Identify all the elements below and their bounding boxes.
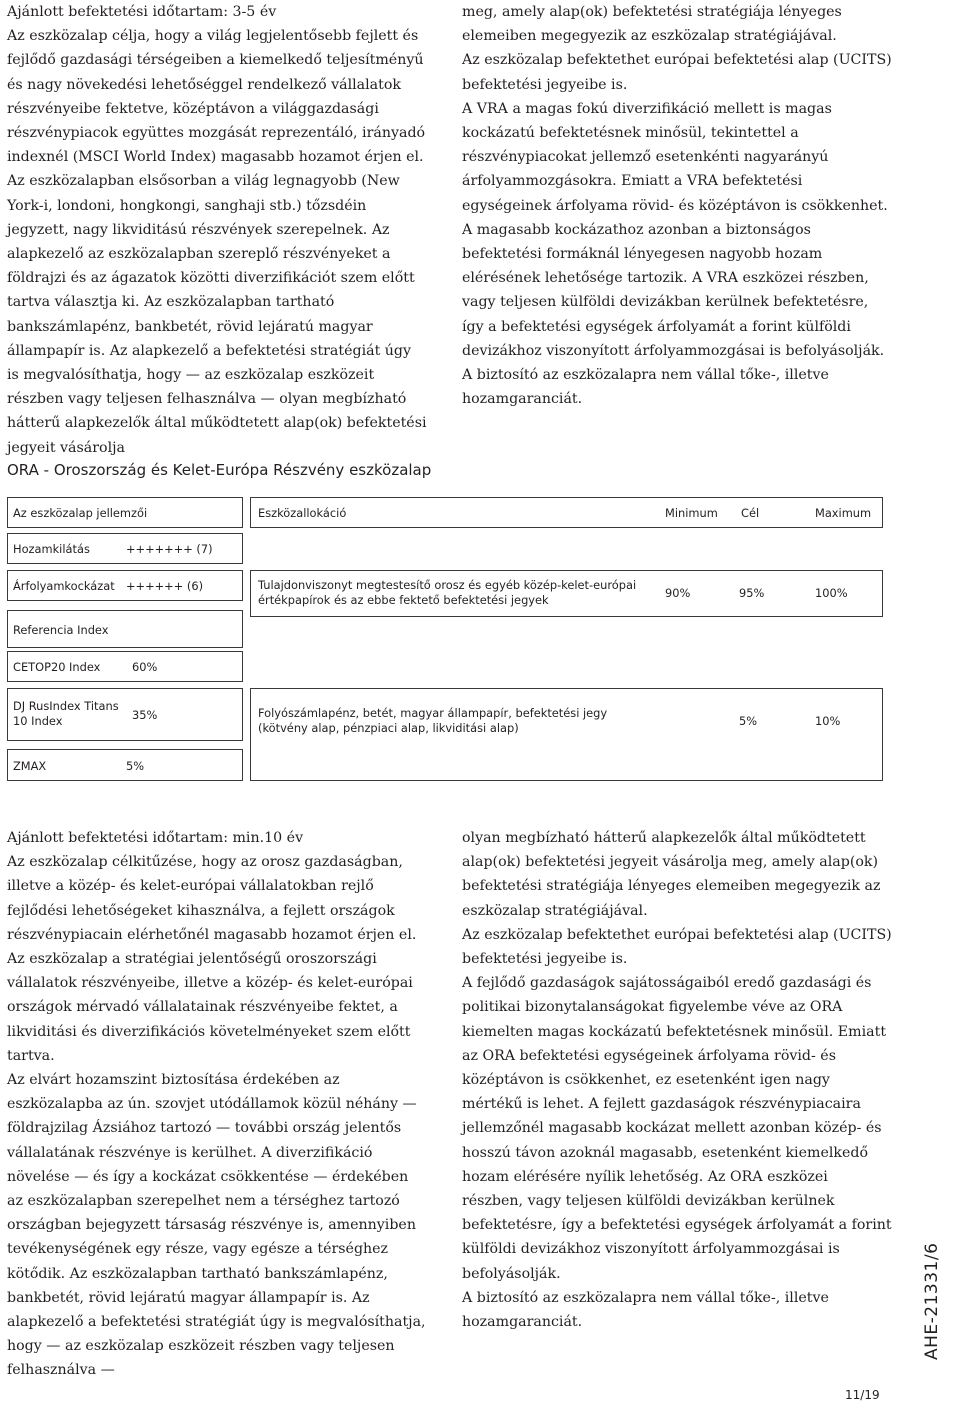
index-name: CETOP20 Index <box>13 660 101 674</box>
paragraph: Az eszközalap célkitűzése, hogy az orosz gazdaságban, illetve a közép- és kelet-európai vállalatokban rejlő fejlődési lehetőségeket kihasználva, a fejlett országok részvénypiacain elérhetőnél magasabb hozamot érjen el. <box>7 854 417 943</box>
reference-index-box <box>7 610 243 648</box>
page-number: 11/19 <box>845 1388 880 1402</box>
index-weight: 60% <box>132 660 158 674</box>
paragraph: Az eszközalap a stratégiai jelentőségű oroszországi vállalatok részvényeibe, illetve a közép- és kelet-európai országok mérvadó vállalatainak részvényeibe fektet, a likviditási és diverzifikációs követelményeket szem előtt tartva. <box>7 951 413 1064</box>
reference-index-label: Referencia Index <box>13 623 109 637</box>
allocation-header: Eszközallokáció <box>258 506 347 520</box>
return-outlook-value: +++++++ (7) <box>126 542 213 556</box>
characteristics-header-box <box>7 497 243 528</box>
characteristics-header: Az eszközalap jellemzői <box>13 506 148 520</box>
paragraph: Az eszközalap befektethet európai befektetési alap (UCITS) befektetési jegyeibe is. <box>462 926 892 968</box>
paragraph: Ajánlott befektetési időtartam: min.10 év <box>7 830 304 846</box>
maximum-header: Maximum <box>815 506 872 520</box>
target-header: Cél <box>741 506 760 520</box>
allocation-minimum: 90% <box>665 586 691 600</box>
fund-title: ORA - Oroszország és Kelet-Európa Részvény eszközalap <box>7 461 432 479</box>
paragraph: A biztosító az eszközalapra nem vállal tőke-, illetve hozamgaranciát. <box>462 367 829 408</box>
paragraph: Az elvárt hozamszint biztosítása érdekében az eszközalapba az ún. szovjet utódállamok közül néhány — földrajzilag Ázsiához tartozó — további ország jelentős vállalatának részvénye is kerülhet. A diverzifikáció növelése — és így a kockázat csökkentése — érdekében az eszközalapban szerepelhet nem a térséghez tartozó országban bejegyzett társaság részvénye is, amennyiben tevékenységének egy része, vagy egésze a térséghez kötődik. Az eszközalapban tartható bankszámlapénz, bankbetét, rövid lejáratú magyar állampapír is. Az alapkezelő a befektetési stratégiát úgy is megvalósíthatja, hogy — az eszközalap eszközeit részben vagy teljesen felhasználva — <box>7 1072 426 1379</box>
top-left-column <box>7 0 427 460</box>
top-right-column <box>462 0 892 411</box>
bottom-right-column <box>462 826 892 1334</box>
allocation-maximum: 10% <box>815 714 841 728</box>
paragraph: A VRA a magas fokú diverzifikáció mellett is magas kockázatú befektetésnek minősül, tekintettel a részvénypiacokat jellemző esetenkénti nagyarányú árfolyammozgásokra. Emiatt a VRA befektetési egységeinek árfolyama rövid- és középtávon is csökkenhet. A magasabb kockázathoz azonban a biztonságos befektetési formáknál lényegesen nagyobb hozam elérésének lehetősége tartozik. A VRA eszközei részben, vagy teljesen külföldi devizákban kerülnek befektetésre, így a befektetési egységek árfolyamát a forint külföldi devizákhoz viszonyított árfolyammozgásai is befolyásolják. <box>462 100 888 359</box>
minimum-header: Minimum <box>665 506 718 520</box>
index-weight: 35% <box>132 708 158 722</box>
index-name: DJ RusIndex Titans 10 Index <box>13 699 119 728</box>
bottom-left-column <box>7 826 427 1383</box>
price-risk-value: ++++++ (6) <box>126 579 204 593</box>
allocation-target: 5% <box>739 714 758 728</box>
index-weight: 5% <box>126 759 145 773</box>
return-outlook-box <box>7 533 243 564</box>
paragraph: Az eszközalap célja, hogy a világ legjelentősebb fejlett és fejlődő gazdasági térségeiben a kiemelkedő teljesítményű és nagy növekedési lehetőséggel rendelkező vállalatok részvényeibe fektetve, középtávon a világgazdasági részvénypiacok együttes mozgását reprezentáló, irányadó indexnél (MSCI World Index) magasabb hozamot érjen el. Az eszközalapban elsősorban a világ legnagyobb (New York-i, londoni, hongkongi, sanghaji stb.) tőzsdéin jegyzett, nagy likviditású részvények szerepelnek. Az alapkezelő az eszközalapban szereplő részvényeket a földrajzi és az ágazatok közötti diverzifikációt szem előtt tartva választja ki. Az eszközalapban tartható bankszámlapénz, bankbetét, rövid lejáratú magyar állampapír is. Az alapkezelő a befektetési stratégiát úgy is megvalósíthatja, hogy — az eszközalap eszközeit részben vagy teljesen felhasználva — olyan megbízható hátterű alapkezelők által működtetett alap(ok) befektetési jegyeit vásárolja <box>7 28 427 456</box>
paragraph: olyan megbízható hátterű alapkezelők által működtetett alap(ok) befektetési jegyeit vásárolja meg, amely alap(ok) befektetési stratégiája lényeges elemeiben megegyezik az eszközalap stratégiájával. <box>462 830 881 919</box>
document-code: AHE-21331/6 <box>922 1242 942 1360</box>
allocation-description: Tulajdonviszonyt megtestesítő orosz és egyéb közép-kelet-európai értékpapírok és az ebbe fektető befektetési jegyek <box>258 578 637 607</box>
allocation-row-box <box>250 570 883 617</box>
paragraph: Az eszközalap befektethet európai befektetési alap (UCITS) befektetési jegyeibe is. <box>462 52 892 93</box>
return-outlook-label: Hozamkilátás <box>13 542 90 556</box>
index-row-box <box>7 749 243 781</box>
price-risk-label: Árfolyamkockázat <box>13 579 115 593</box>
index-row-box <box>7 651 243 682</box>
index-name: ZMAX <box>13 759 47 773</box>
price-risk-box <box>7 570 243 601</box>
allocation-row-box <box>250 688 883 781</box>
paragraph: meg, amely alap(ok) befektetési stratégiája lényeges elemeiben megegyezik az eszközalap stratégiájával. <box>462 4 842 45</box>
allocation-target: 95% <box>739 586 765 600</box>
allocation-description: Folyószámlapénz, betét, magyar állampapír, befektetési jegy (kötvény alap, pénzpiaci alap, likviditási alap) <box>258 706 608 735</box>
paragraph: A fejlődő gazdaságok sajátosságaiból eredő gazdasági és politikai bizonytalanságokat figyelembe véve az ORA kiemelten magas kockázatú befektetésnek minősül. Emiatt az ORA befektetési egységeinek árfolyama rövid- és középtávon is csökkenhet, ez esetenként igen nagy mértékű is lehet. A fejlett gazdaságok részvénypiacaira jellemzőnél magasabb kockázat mellett azonban közép- és hosszú távon azoknál magasabb, esetenként kiemelkedő hozam elérésére nyílik lehetőség. Az ORA eszközei részben, vagy teljesen külföldi devizákban kerülnek befektetésre, így a befektetési egységek árfolyamát a forint külföldi devizákhoz viszonyított árfolyammozgásai is befolyásolják. <box>462 975 892 1282</box>
allocation-header-box <box>250 497 883 528</box>
index-row-box <box>7 688 243 741</box>
paragraph: A biztosító az eszközalapra nem vállal tőke-, illetve hozamgaranciát. <box>462 1289 829 1331</box>
allocation-maximum: 100% <box>815 586 848 600</box>
paragraph: Ajánlott befektetési időtartam: 3-5 év <box>7 4 277 20</box>
